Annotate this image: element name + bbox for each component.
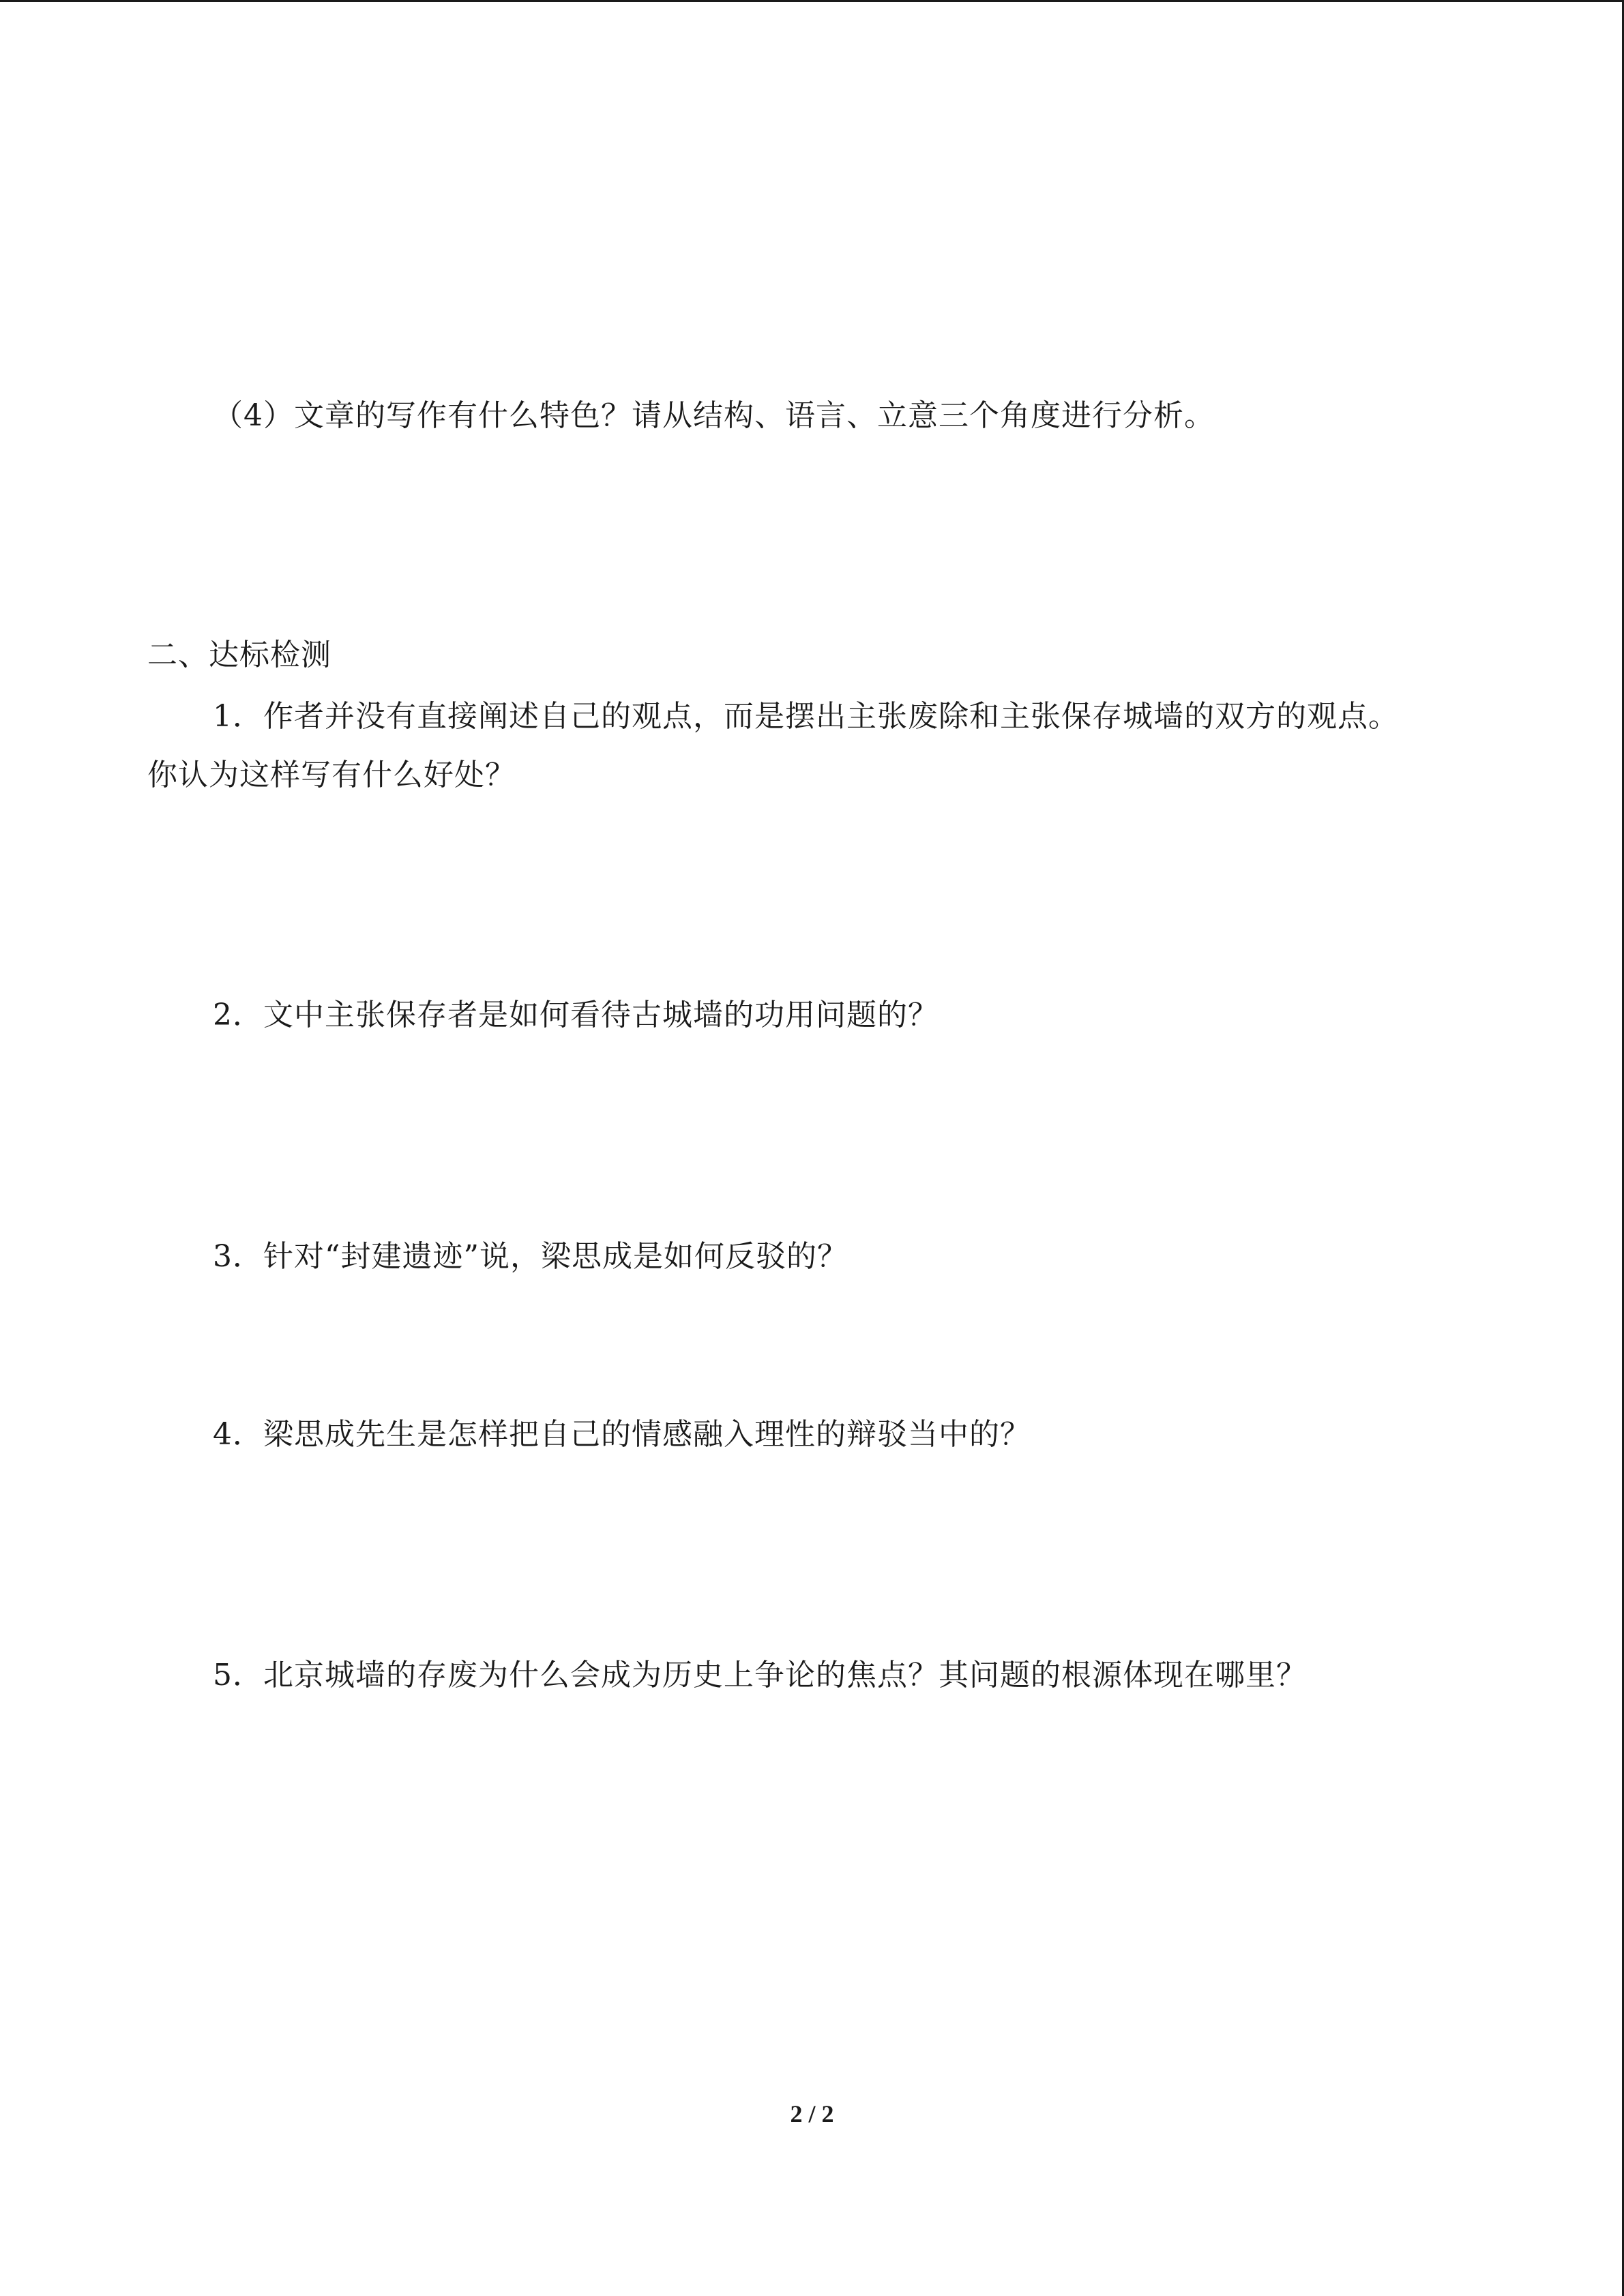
page-number: 2 / 2 [790,2100,834,2128]
question-4-text: （4）文章的写作有什么特色？请从结构、语言、立意三个角度进行分析。 [213,398,1215,433]
section-title: 二、达标检测 [147,638,331,672]
item-4-text: 4．梁思成先生是怎样把自己的情感融入理性的辩驳当中的？ [213,1417,1031,1452]
item-1-line-2: 你认为这样写有什么好处？ [147,758,516,792]
item-3-text: 3．针对“封建遗迹”说，梁思成是如何反驳的？ [213,1239,848,1274]
item-2-text: 2．文中主张保存者是如何看待古城墙的功用问题的？ [213,998,939,1032]
item-1-line-1: 1．作者并没有直接阐述自己的观点，而是摆出主张废除和主张保存城墙的双方的观点。 [213,699,1399,734]
item-5-text: 5．北京城墙的存废为什么会成为历史上争论的焦点？其问题的根源体现在哪里？ [213,1658,1307,1693]
page-top-border [0,0,1624,2]
